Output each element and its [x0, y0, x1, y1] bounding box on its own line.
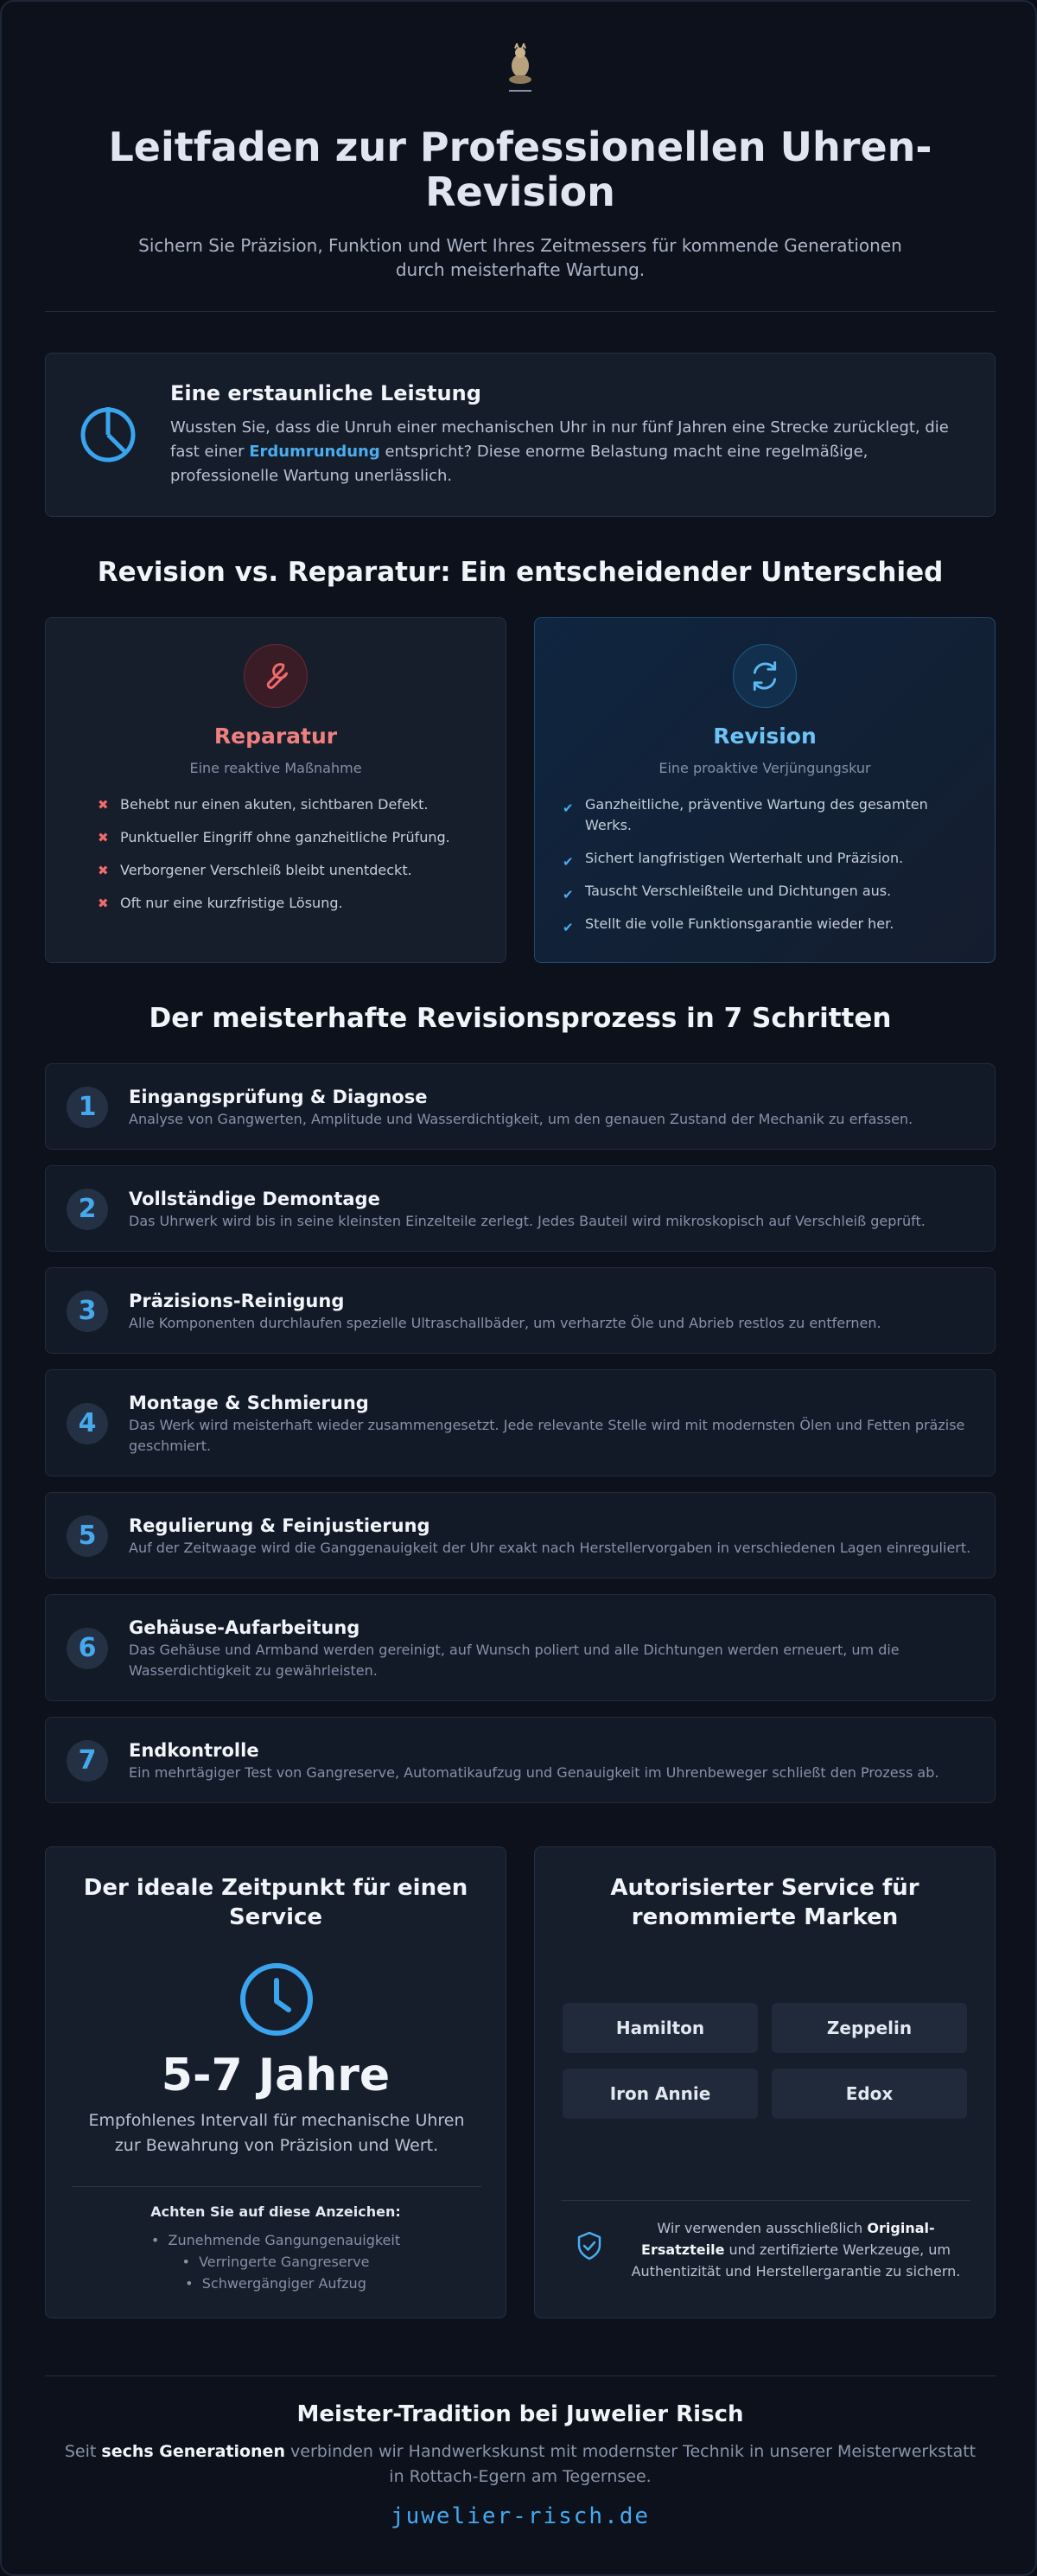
step-number: 3	[67, 1291, 108, 1332]
divider	[45, 2375, 996, 2376]
brands-title: Autorisierter Service für renommierte Marken	[610, 1875, 919, 1930]
step-title: Eingangsprüfung & Diagnose	[129, 1087, 428, 1107]
revision-title: Revision	[713, 724, 817, 749]
brand-hamilton: Hamilton	[563, 2003, 758, 2053]
interval-value: 5-7 Jahre	[161, 2050, 391, 2101]
list-item: • Schwergängiger Aufzug	[185, 2275, 366, 2292]
step-number: 7	[67, 1740, 108, 1782]
fact-title: Eine erstaunliche Leistung	[170, 381, 481, 405]
step-number: 1	[67, 1087, 108, 1128]
list-item: ✖ Verborgener Verschleiß bleibt unentdeckt.	[98, 860, 478, 881]
fact-text: Wussten Sie, dass die Unruh einer mechanischen Uhr in nur fünf Jahren eine Strecke zurücklegt, die fast einer Erdumrundung entspricht? Diese enorme Belastung macht eine regelmäßige, professionelle Wartung unerlässlich.	[170, 418, 949, 485]
footer-text: Seit sechs Generationen verbinden wir Handwerkskunst mit modernster Technik in unserer Meisterwerkstatt in Rottach-Egern am Tegernsee.	[64, 2442, 977, 2486]
repair-list	[98, 794, 478, 926]
signs-list	[46, 2229, 506, 2294]
revision-subtitle: Eine proaktive Verjüngungskur	[658, 760, 871, 776]
list-item: ✔ Tauscht Verschleißteile und Dichtungen aus.	[563, 881, 969, 902]
divider	[561, 2200, 970, 2201]
brand-zeppelin: Zeppelin	[772, 2003, 967, 2053]
brand-edox: Edox	[772, 2069, 967, 2119]
revision-card	[534, 617, 996, 963]
process-step	[45, 1165, 996, 1252]
cross-icon: ✖	[98, 863, 109, 878]
step-title: Gehäuse-Aufarbeitung	[129, 1617, 360, 1638]
check-icon: ✔	[563, 887, 574, 902]
repair-card	[45, 617, 506, 963]
process-heading: Der meisterhafte Revisionsprozess in 7 Schritten	[149, 1003, 892, 1034]
check-icon: ✔	[563, 854, 574, 870]
step-description: Analyse von Gangwerten, Amplitude und Wasserdichtigkeit, um den genauen Zustand der Mechanik zu erfassen.	[129, 1111, 913, 1127]
process-step	[45, 1369, 996, 1476]
brand-iron-annie: Iron Annie	[563, 2069, 758, 2119]
brands-note: Wir verwenden ausschließlich Original-Ersatzteile und zertifizierte Werkzeuge, um Authentizität und Herstellergarantie zu sichern.	[631, 2220, 961, 2280]
step-description: Alle Komponenten durchlaufen spezielle Ultraschallbäder, um verharzte Öle und Abrieb restlos zu entfernen.	[129, 1315, 881, 1331]
list-item: • Verringerte Gangreserve	[181, 2254, 370, 2270]
step-title: Montage & Schmierung	[129, 1393, 369, 1413]
brands-card	[534, 1846, 996, 2318]
repair-subtitle: Eine reaktive Maßnahme	[189, 760, 362, 776]
check-icon: ✔	[563, 800, 574, 816]
step-number: 4	[67, 1403, 108, 1444]
step-number: 2	[67, 1189, 108, 1230]
signs-title: Achten Sie auf diese Anzeichen:	[150, 2203, 401, 2220]
step-title: Vollständige Demontage	[129, 1189, 380, 1209]
footer-title: Meister-Tradition bei Juwelier Risch	[296, 2401, 744, 2427]
interval-description: Empfohlenes Intervall für mechanische Uhren zur Bewahrung von Präzision und Wert.	[88, 2111, 465, 2155]
refresh-icon	[733, 644, 797, 708]
page-title: Leitfaden zur Professionellen Uhren-Revision	[108, 124, 932, 215]
step-number: 5	[67, 1515, 108, 1557]
list-item: ✔ Ganzheitliche, präventive Wartung des gesamten Werks.	[563, 796, 928, 833]
timing-card	[45, 1846, 506, 2318]
website-link[interactable]: juwelier-risch.de	[390, 2503, 651, 2529]
fact-highlight: Erdumrundung	[249, 443, 380, 461]
step-description: Das Gehäuse und Armband werden gereinigt, auf Wunsch poliert und alle Dichtungen werden erneuert, um die Wasserdichtigkeit zu gewährleisten.	[129, 1642, 900, 1679]
divider	[72, 2186, 481, 2187]
list-item: ✔ Sichert langfristigen Werterhalt und Präzision.	[563, 848, 969, 869]
clock-icon	[239, 1961, 315, 2037]
process-step	[45, 1594, 996, 1701]
pie-clock-icon	[77, 402, 139, 464]
step-description: Auf der Zeitwaage wird die Ganggenauigkeit der Uhr exakt nach Herstellervorgaben in verschiedenen Lagen einreguliert.	[129, 1540, 971, 1556]
process-step	[45, 1492, 996, 1578]
divider	[45, 311, 996, 312]
wrench-icon	[244, 644, 308, 708]
step-title: Präzisions-Reinigung	[129, 1291, 345, 1311]
check-icon: ✔	[563, 920, 574, 935]
fact-card	[45, 353, 996, 517]
list-item: ✖ Oft nur eine kurzfristige Lösung.	[98, 893, 478, 914]
list-item: ✔ Stellt die volle Funktionsgarantie wieder her.	[563, 914, 969, 934]
timing-title: Der ideale Zeitpunkt für einen Service	[83, 1875, 468, 1930]
cross-icon: ✖	[98, 896, 109, 911]
step-title: Regulierung & Feinjustierung	[129, 1515, 430, 1536]
shield-check-icon	[576, 2231, 602, 2260]
comparison-heading: Revision vs. Reparatur: Ein entscheidender Unterschied	[97, 557, 944, 588]
page-subtitle: Sichern Sie Präzision, Funktion und Wert Ihres Zeitmessers für kommende Generationen durch meisterhafte Wartung.	[138, 235, 902, 280]
repair-title: Reparatur	[213, 724, 338, 749]
list-item: ✖ Behebt nur einen akuten, sichtbaren Defekt.	[98, 794, 478, 815]
process-step	[45, 1063, 996, 1150]
step-number: 6	[67, 1628, 108, 1669]
step-description: Ein mehrtägiger Test von Gangreserve, Automatikaufzug und Genauigkeit im Uhrenbeweger schließt den Prozess ab.	[129, 1764, 939, 1781]
seated-figure-logo	[499, 43, 542, 97]
step-description: Das Uhrwerk wird bis in seine kleinsten Einzelteile zerlegt. Jedes Bauteil wird mikroskopisch auf Verschleiß geprüft.	[129, 1213, 926, 1229]
step-title: Endkontrolle	[129, 1740, 259, 1761]
cross-icon: ✖	[98, 830, 109, 845]
cross-icon: ✖	[98, 797, 109, 813]
list-item: • Zunehmende Gangungenauigkeit	[150, 2232, 401, 2248]
process-step	[45, 1717, 996, 1803]
revision-list	[563, 794, 969, 947]
process-step	[45, 1267, 996, 1354]
step-description: Das Werk wird meisterhaft wieder zusammengesetzt. Jede relevante Stelle wird mit modernsten Ölen und Fetten präzise geschmiert.	[129, 1417, 965, 1454]
list-item: ✖ Punktueller Eingriff ohne ganzheitliche Prüfung.	[98, 827, 478, 848]
